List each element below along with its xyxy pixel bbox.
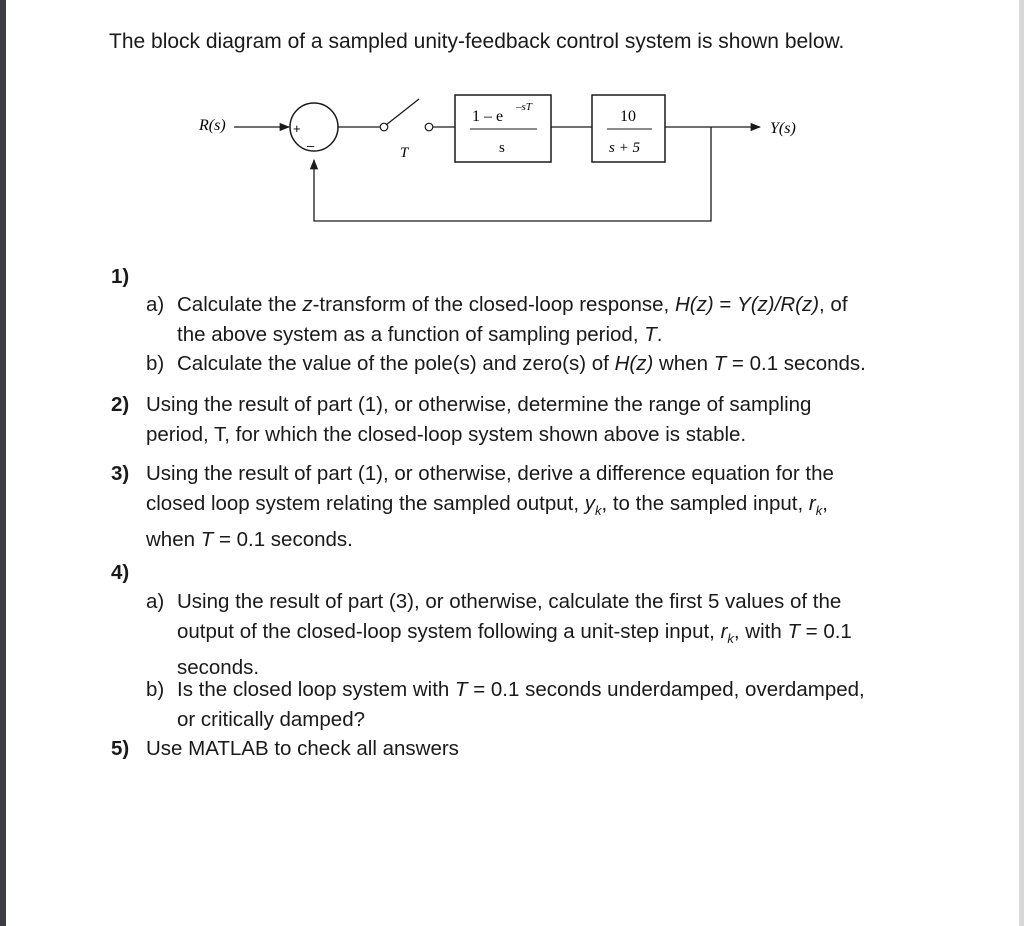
q4a-label: a) xyxy=(146,590,165,613)
q4b-text xyxy=(177,675,865,734)
q3-line3b: = 0.1 seconds. xyxy=(213,528,353,552)
q1a-line2: the above system as a function of sampling period, xyxy=(177,322,645,346)
q4a-line2b: , with xyxy=(733,619,788,643)
q4a-line2c: = 0.1 xyxy=(799,619,852,643)
intro-text: The block diagram of a sampled unity-feedback control system is shown below. xyxy=(109,30,845,53)
q1-number: 1) xyxy=(111,265,130,288)
q2-text xyxy=(146,390,811,449)
q1a-t2i: H(z) xyxy=(674,293,714,316)
q2-line2: period, T, for which the closed-loop system shown above is stable. xyxy=(146,422,747,446)
q1b-t2: when xyxy=(653,352,714,375)
q3-line2c: , to the sampled input, xyxy=(601,491,809,515)
sampler-right-contact xyxy=(425,123,433,131)
q2-number: 2) xyxy=(111,393,130,416)
q3-rk-var: r xyxy=(808,491,816,515)
q1a-t1i: z xyxy=(302,293,313,316)
input-label: R(s) xyxy=(199,117,226,134)
zoh-numerator: 1 – e xyxy=(472,108,504,125)
q1a-line2end: . xyxy=(656,322,663,346)
q3-line3i: T xyxy=(200,528,214,552)
q1b-t2i: T xyxy=(713,352,727,375)
q3-yk-sub: k xyxy=(594,502,602,518)
q3-text xyxy=(146,459,834,555)
q1b-t1i: H(z) xyxy=(614,352,654,375)
sampler-label: T xyxy=(400,145,409,161)
q3-rk-sub: k xyxy=(815,502,823,518)
q1b-text xyxy=(177,349,866,379)
minus-sign: – xyxy=(307,138,315,153)
q3-line1: Using the result of part (1), or otherwise, derive a difference equation for the xyxy=(146,462,834,485)
q1a-label: a) xyxy=(146,293,165,316)
q4-number: 4) xyxy=(111,561,130,584)
q4b-line2: or critically damped? xyxy=(177,707,365,731)
plus-sign: + xyxy=(293,121,301,136)
q1a-t4: , of xyxy=(819,293,848,316)
q1a-t3i: Y(z)/R(z) xyxy=(737,293,820,316)
q4a-line1: Using the result of part (3), or otherwise, calculate the first 5 values of the xyxy=(177,590,842,613)
q1a-t3: = xyxy=(713,293,738,316)
q3-line2e: , xyxy=(822,491,828,515)
q5-text: Use MATLAB to check all answers xyxy=(146,737,459,760)
zoh-exponent: –sT xyxy=(516,101,532,113)
feedback-path xyxy=(314,127,711,221)
q4a-line2i: T xyxy=(787,619,800,643)
q1a-text xyxy=(177,290,907,349)
q4a-rk-var: r xyxy=(720,619,728,643)
plant-denominator: s + 5 xyxy=(609,140,640,156)
q1a-line2i: T xyxy=(644,322,657,346)
output-label: Y(s) xyxy=(770,120,796,137)
q4b-line1i: T xyxy=(455,678,468,701)
q1b-t3: = 0.1 seconds. xyxy=(726,352,866,375)
q5-number: 5) xyxy=(111,737,130,760)
q1b-label: b) xyxy=(146,352,165,375)
q3-number: 3) xyxy=(111,462,130,485)
sampler-switch-arm xyxy=(386,99,419,125)
q4a-line3: seconds. xyxy=(177,656,260,680)
q4b-label: b) xyxy=(146,678,165,701)
q1b-t1: Calculate the value of the pole(s) and zero(s) of xyxy=(177,352,615,375)
zoh-denominator: s xyxy=(499,140,505,156)
q3-line2a: closed loop system relating the sampled output, xyxy=(146,491,585,515)
q1a-t1: Calculate the xyxy=(177,293,303,316)
q4b-line1b: = 0.1 seconds underdamped, overdamped, xyxy=(467,678,865,701)
q3-yk-var: y xyxy=(584,491,595,515)
q3-line3a: when xyxy=(146,528,201,552)
q1a-t2: -transform of the closed-loop response, xyxy=(312,293,675,316)
plant-numerator: 10 xyxy=(620,108,636,125)
q2-line1: Using the result of part (1), or otherwise, determine the range of sampling xyxy=(146,393,812,416)
q4a-text xyxy=(177,587,852,683)
q4a-rk-sub: k xyxy=(727,630,734,646)
q4b-line1a: Is the closed loop system with xyxy=(177,678,456,701)
q4a-line2a: output of the closed-loop system following a unit-step input, xyxy=(177,619,721,643)
block-diagram xyxy=(0,0,1024,260)
